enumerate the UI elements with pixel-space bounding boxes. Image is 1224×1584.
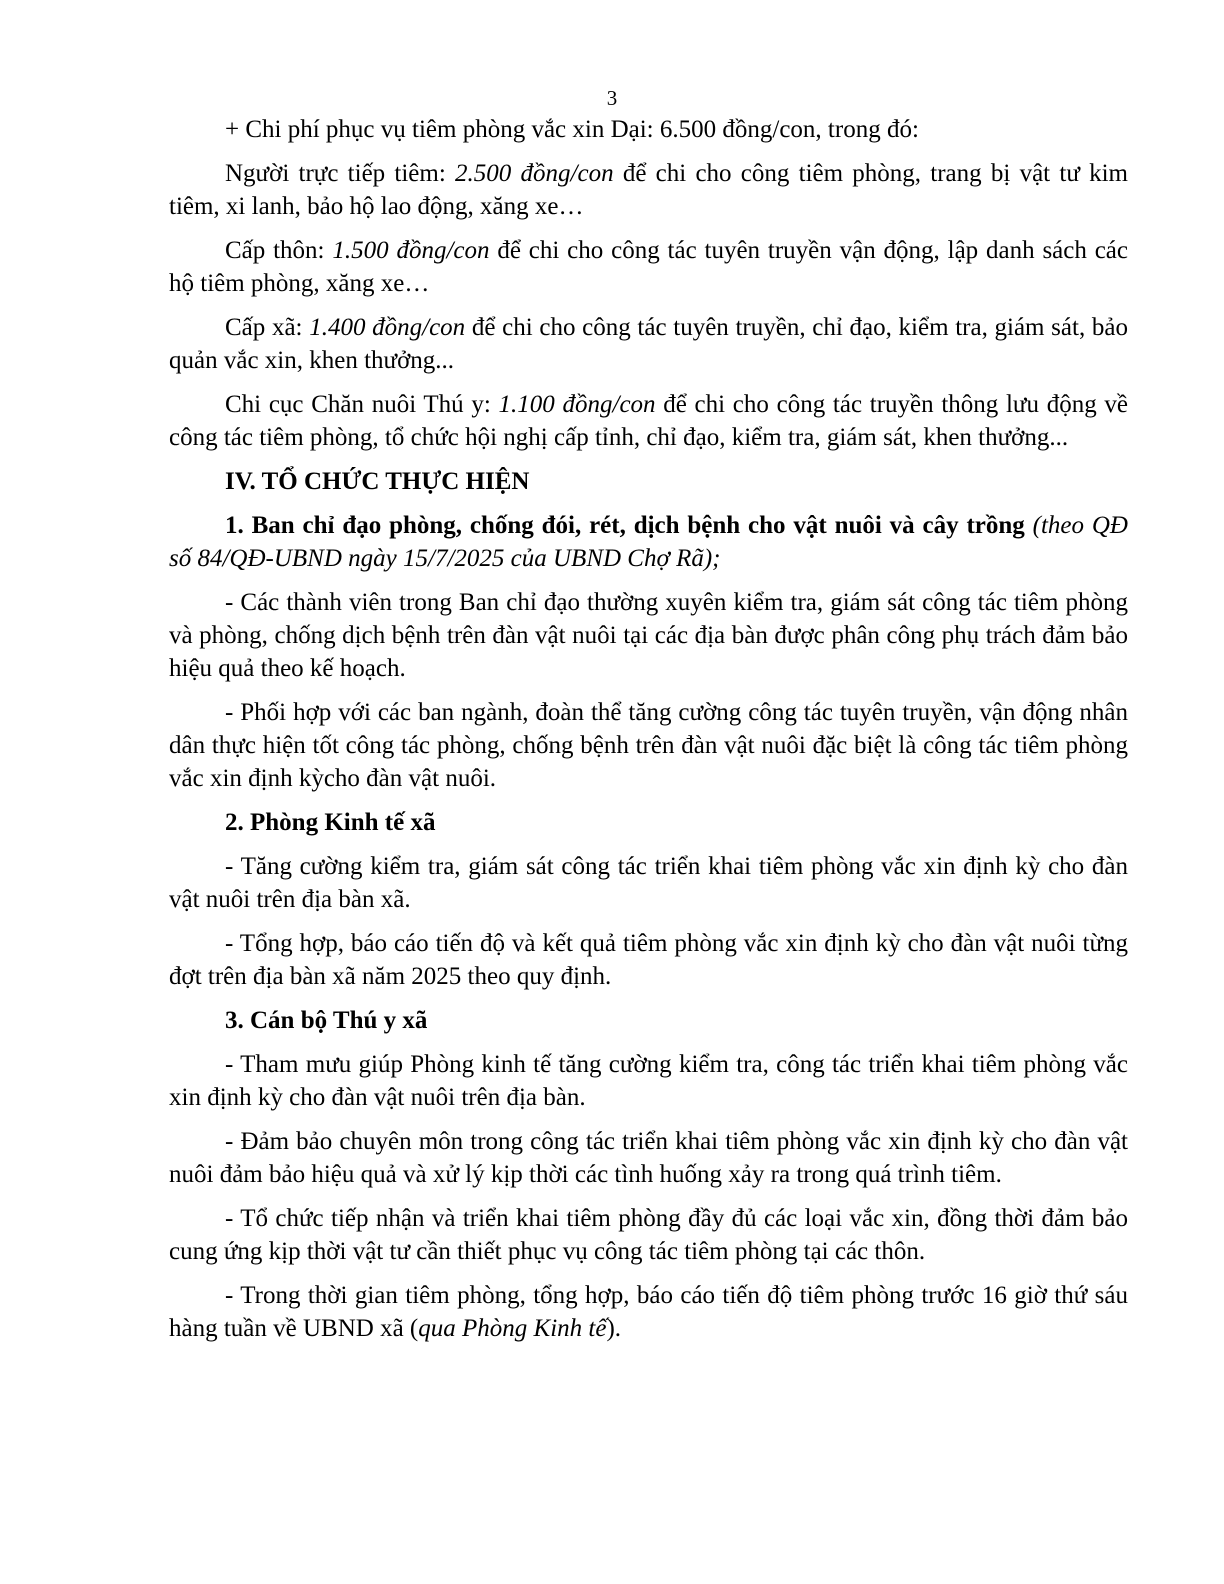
- cost-amount: 2.500 đồng/con: [455, 160, 614, 187]
- subsection-title: 1. Ban chỉ đạo phòng, chống đói, rét, dịch bệnh cho vật nuôi và cây trồng: [225, 512, 1025, 539]
- cost-label: Người trực tiếp tiêm:: [225, 160, 456, 187]
- subsection-note: (theo QĐ số 84/QĐ-UBND ngày 15/7/2025 của UBND Chợ Rã);: [169, 512, 1128, 572]
- cost-label: Cấp xã:: [225, 314, 310, 341]
- list-item: [169, 1279, 1128, 1345]
- list-item: - Các thành viên trong Ban chỉ đạo thường xuyên kiểm tra, giám sát công tác tiêm phòng và phòng, chống dịch bệnh trên đàn vật nuôi tại các địa bàn được phân công phụ trách đảm bảo hiệu quả theo kế hoạch.: [169, 589, 1128, 682]
- cost-item-direct: [169, 157, 1128, 223]
- list-item: - Tăng cường kiểm tra, giám sát công tác triển khai tiêm phòng vắc xin định kỳ cho đàn vật nuôi trên địa bàn xã.: [169, 853, 1128, 913]
- cost-amount: 1.100 đồng/con: [498, 391, 656, 418]
- list-item: - Tổng hợp, báo cáo tiến độ và kết quả tiêm phòng vắc xin định kỳ cho đàn vật nuôi từng đợt trên địa bàn xã năm 2025 theo quy định.: [169, 930, 1128, 990]
- list-item: - Phối hợp với các ban ngành, đoàn thể tăng cường công tác tuyên truyền, vận động nhân dân thực hiện tốt công tác phòng, chống bệnh trên đàn vật nuôi đặc biệt là công tác tiêm phòng vắc xin định kỳcho đàn vật nuôi.: [169, 699, 1128, 792]
- list-item: - Tổ chức tiếp nhận và triển khai tiêm phòng đầy đủ các loại vắc xin, đồng thời đảm bảo cung ứng kịp thời vật tư cần thiết phục vụ công tác tiêm phòng tại các thôn.: [169, 1205, 1128, 1265]
- cost-text: để chi cho công tác truyền thông lưu động về công tác tiêm phòng, tổ chức hội nghị cấp tỉnh, chỉ đạo, kiểm tra, giám sát, khen thưởng...: [169, 391, 1128, 451]
- cost-text: để chi cho công tác tuyên truyền, chỉ đạo, kiểm tra, giám sát, bảo quản vắc xin, khen thưởng...: [169, 314, 1128, 374]
- subsection-heading-1: [169, 509, 1128, 575]
- list-item-end: ).: [606, 1315, 622, 1342]
- list-item: - Đảm bảo chuyên môn trong công tác triển khai tiêm phòng vắc xin định kỳ cho đàn vật nuôi đảm bảo hiệu quả và xử lý kịp thời các tình huống xảy ra trong quá trình tiêm.: [169, 1128, 1128, 1188]
- list-item: - Tham mưu giúp Phòng kinh tế tăng cường kiểm tra, công tác triển khai tiêm phòng vắc xin định kỳ cho đàn vật nuôi trên địa bàn.: [169, 1051, 1128, 1111]
- cost-item-village: [169, 234, 1128, 300]
- subsection-heading-2: 2. Phòng Kinh tế xã: [225, 809, 436, 836]
- document-body: [169, 113, 1128, 1345]
- cost-amount: 1.400 đồng/con: [309, 314, 466, 341]
- cost-intro: + Chi phí phục vụ tiêm phòng vắc xin Dại: 6.500 đồng/con, trong đó:: [225, 116, 919, 143]
- cost-label: Cấp thôn:: [225, 237, 333, 264]
- cost-label: Chi cục Chăn nuôi Thú y:: [225, 391, 499, 418]
- section-heading: IV. TỔ CHỨC THỰC HIỆN: [225, 468, 530, 495]
- cost-text: để chi cho công tiêm phòng, trang bị vật tư kim tiêm, xi lanh, bảo hộ lao động, xăng xe…: [169, 160, 1128, 220]
- cost-text: để chi cho công tác tuyên truyền vận động, lập danh sách các hộ tiêm phòng, xăng xe…: [169, 237, 1129, 297]
- list-item-text: - Trong thời gian tiêm phòng, tổng hợp, báo cáo tiến độ tiêm phòng trước 16 giờ thứ sáu hàng tuần về UBND xã (: [169, 1282, 1128, 1342]
- subsection-heading-3: 3. Cán bộ Thú y xã: [225, 1007, 428, 1034]
- list-item-italic: qua Phòng Kinh tế: [418, 1315, 607, 1342]
- cost-amount: 1.500 đồng/con: [332, 237, 490, 264]
- cost-item-department: [169, 388, 1128, 454]
- page-number: 3: [606, 86, 618, 110]
- cost-item-commune: [169, 311, 1128, 377]
